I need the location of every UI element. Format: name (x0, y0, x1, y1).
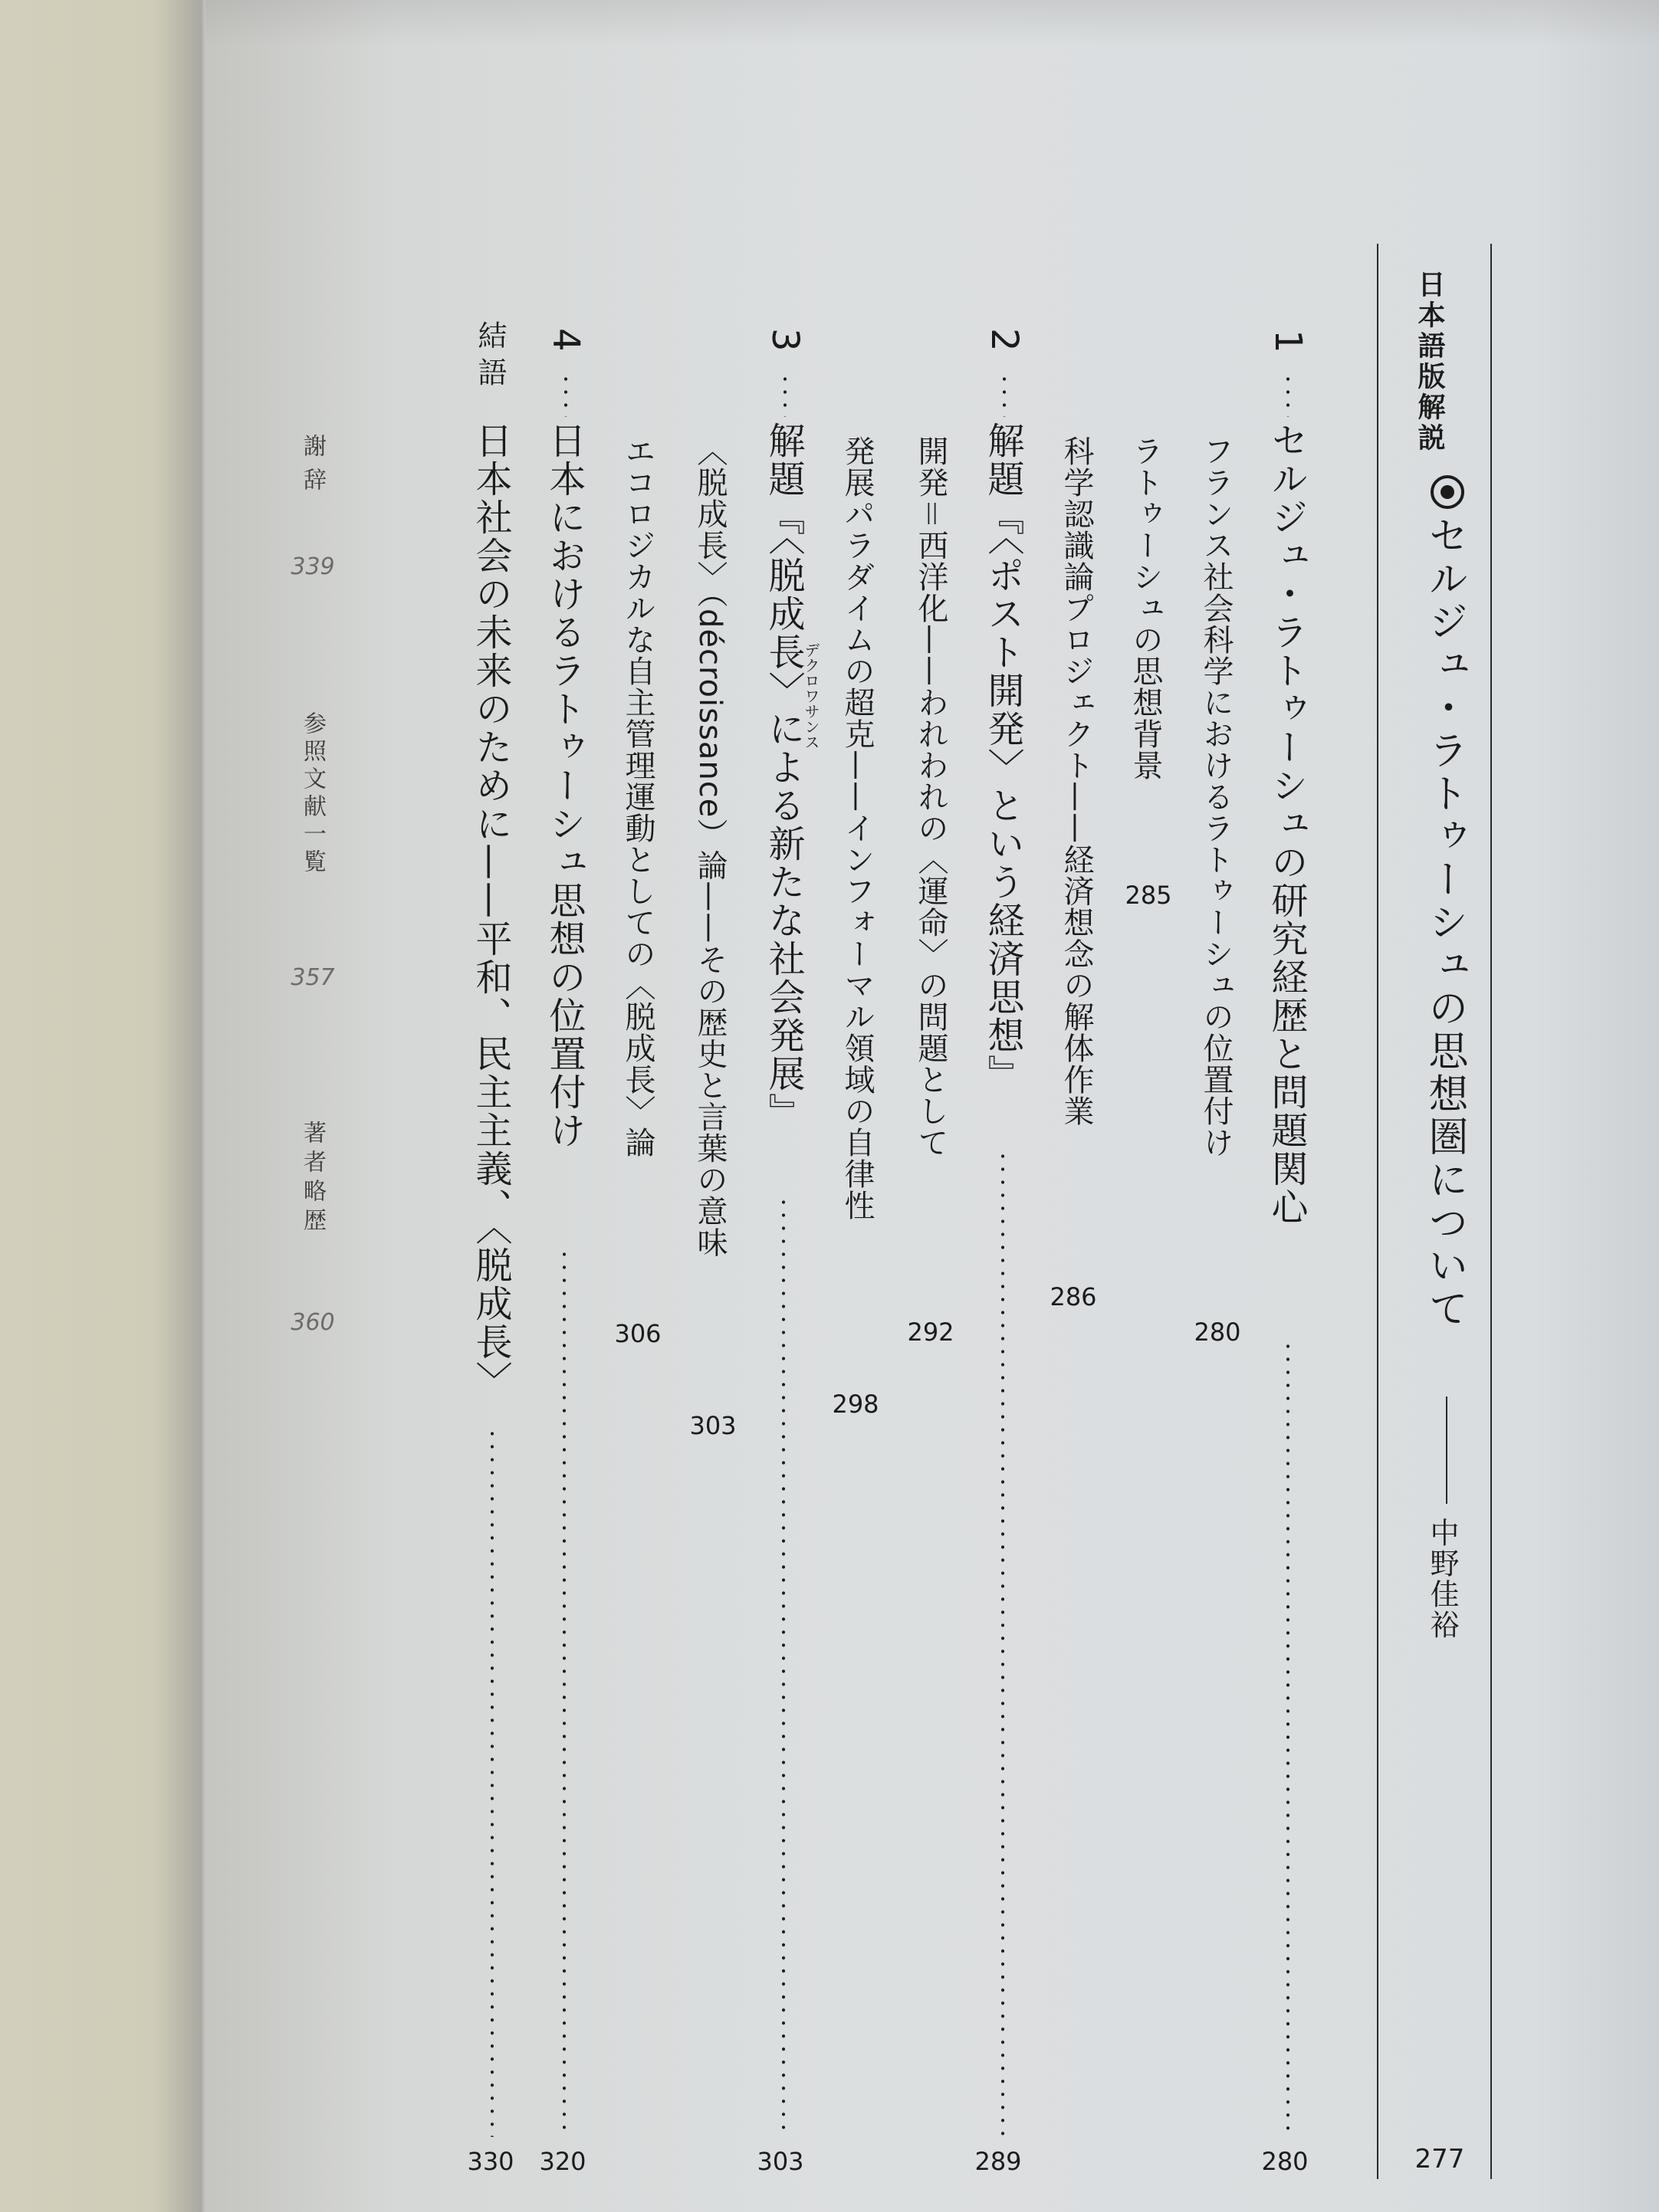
section-1-title: セルジュ・ラトゥーシュの研究経歴と問題関心 (1265, 422, 1308, 1226)
section-1-page-leader (1286, 1340, 1289, 2137)
header-rule-left (1377, 244, 1378, 2179)
section-2-page: 289 (974, 2147, 1022, 2176)
back-matter-acknowledgements-page: 339 (291, 553, 335, 580)
facing-page-edge (0, 0, 205, 2212)
section-3-sub-2-title: エコロジカルな自主管理運動としての〈脱成長〉論 (620, 435, 655, 1158)
section-1-sub-1-title: フランス社会科学におけるラトゥーシュの位置付け (1198, 435, 1234, 1158)
section-4-number: 4 (544, 328, 587, 353)
section-4-page: 320 (539, 2147, 586, 2176)
section-2-sub-1-page: 292 (907, 1318, 954, 1347)
section-3-leader (784, 372, 787, 417)
section-3-ruby: デクロワサンス (802, 642, 820, 750)
section-1-page: 280 (1261, 2147, 1309, 2176)
section-3-number: 3 (764, 328, 807, 353)
section-1-sub-2-page: 285 (1125, 881, 1172, 910)
header-title: セルジュ・ラトゥーシュの思想圏について (1421, 515, 1467, 1331)
section-3-page-leader (782, 1196, 785, 2135)
back-matter-acknowledgements: 謝辞 (299, 434, 326, 501)
section-1-sub-1-page: 280 (1194, 1318, 1241, 1347)
conclusion-label: 結語 (473, 320, 507, 394)
conclusion-page: 330 (467, 2147, 514, 2176)
section-1-sub-3-page: 286 (1050, 1282, 1097, 1311)
header-bullet-icon (1431, 475, 1464, 509)
conclusion-page-leader (491, 1427, 494, 2137)
section-3-title: 解題『〈脱成長〉による新たな社会発展』 (762, 422, 805, 1131)
section-1-number: 1 (1266, 330, 1309, 355)
section-3-page: 303 (757, 2147, 804, 2176)
section-3-sub-1-page: 303 (689, 1411, 737, 1440)
header-label: 日本語版解説 (1414, 270, 1445, 454)
section-4-title: 日本におけるラトゥーシュ思想の位置付け (543, 422, 586, 1150)
conclusion-title: 日本社会の未来のために——平和、民主主義、〈脱成長〉 (469, 422, 512, 1400)
section-2-number: 2 (983, 328, 1026, 353)
header-author: 中野佳裕 (1425, 1518, 1459, 1640)
header-rule-right (1490, 244, 1492, 2179)
section-2-sub-2-page: 298 (832, 1390, 879, 1419)
section-3-sub-2-page: 306 (614, 1319, 662, 1348)
back-matter-author-bio-page: 360 (291, 1309, 335, 1336)
page-shadow (205, 0, 1659, 46)
back-matter-references: 参照文献一覧 (299, 711, 326, 877)
section-1-sub-2-title: ラトゥーシュの思想背景 (1128, 435, 1163, 781)
header-dash (1446, 1396, 1447, 1504)
section-4-leader (564, 372, 567, 417)
section-2-sub-1-title: 開発＝西洋化——われわれの〈運命〉の問題として (913, 435, 948, 1158)
section-2-leader (1003, 372, 1006, 417)
section-1-leader (1286, 372, 1289, 417)
header-page: 277 (1414, 2144, 1465, 2174)
section-3-sub-1-title: 〈脱成長〉（décroissance）論——その歴史と言葉の意味 (692, 435, 728, 1259)
section-2-sub-2-title: 発展パラダイムの超克——インフォーマル領域の自律性 (839, 435, 875, 1221)
back-matter-author-bio: 著者略歴 (299, 1121, 326, 1237)
section-4-page-leader (563, 1248, 566, 2137)
section-2-page-leader (1001, 1150, 1004, 2138)
back-matter-references-page: 357 (291, 964, 335, 991)
section-2-title: 解題『〈ポスト開発〉という経済思想』 (981, 422, 1024, 1093)
section-1-sub-3-title: 科学認識論プロジェクト——経済想念の解体作業 (1059, 435, 1094, 1127)
